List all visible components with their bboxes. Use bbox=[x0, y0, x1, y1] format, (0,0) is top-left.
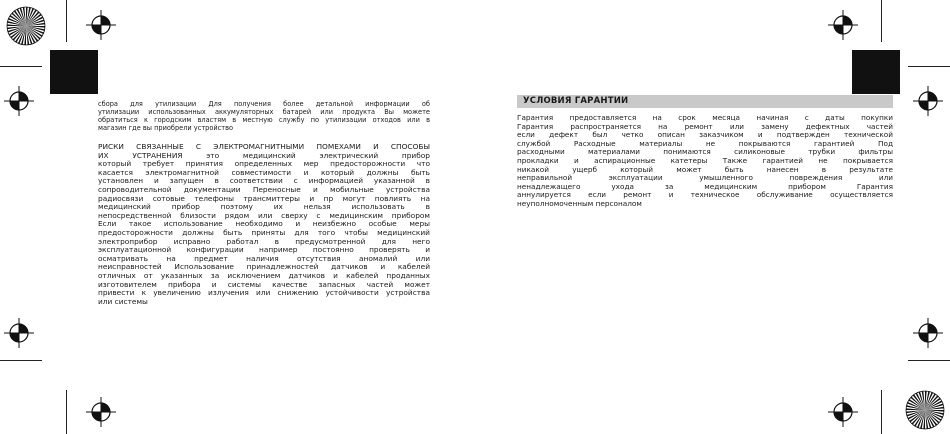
text-line: аннулируется если ремонт и техническое обслуживание осуществляется bbox=[517, 191, 893, 200]
text-line: сбора для утилизации Для получения более детальной информации об bbox=[98, 100, 430, 108]
warranty-section-title: УСЛОВИЯ ГАРАНТИИ bbox=[517, 95, 893, 108]
text-line: касается электромагнитной совместимости и который должны быть bbox=[98, 168, 430, 177]
text-line: службой Расходные материалы не покрываются гарантией Под bbox=[517, 139, 893, 148]
registration-crosshair-icon bbox=[4, 86, 34, 116]
crop-mark bbox=[0, 66, 42, 67]
registration-crosshair-icon bbox=[828, 397, 858, 427]
text-line: утилизации использованных аккумуляторных батарей или продукта Вы можете bbox=[98, 108, 430, 116]
text-line: установлен и запущен в соответствии с информацией указанной в bbox=[98, 177, 430, 186]
text-line: осматривать на предмет наличия отсутствия аномалий или bbox=[98, 254, 430, 263]
registration-crosshair-icon bbox=[86, 10, 116, 40]
text-line: обратиться к городским властям в местную службу по утилизации отходов или в bbox=[98, 116, 430, 124]
crop-mark bbox=[66, 390, 67, 434]
text-line: если дефект был четко описан заказчиком и подтвержден технической bbox=[517, 131, 893, 140]
registration-crosshair-icon bbox=[86, 397, 116, 427]
text-line: Если такое использование необходимо и неизбежно особые меры bbox=[98, 220, 430, 229]
text-line: сопроводительной документации Переносные и мобильные устройства bbox=[98, 185, 430, 194]
warranty-paragraph bbox=[517, 114, 893, 209]
text-line: ИХ УСТРАНЕНИЯ это медицинский электрический прибор bbox=[98, 151, 430, 160]
text-line: радиосвязи сотовые телефоны трансмиттеры и пр могут повлиять на bbox=[98, 194, 430, 203]
text-line: расходными материалами понимаются силиконовые трубки фильтры bbox=[517, 148, 893, 157]
text-line: привести к увеличению излучения или снижению устойчивости устройства bbox=[98, 289, 430, 298]
text-line: отличных от указанных за исключением датчиков и кабелей проданных bbox=[98, 271, 430, 280]
text-line: неисправностей Использование принадлежностей датчиков и кабелей bbox=[98, 263, 430, 272]
registration-crosshair-icon bbox=[913, 318, 943, 348]
crop-mark bbox=[66, 0, 67, 42]
text-line: электроприбор исправно работал в предусмотренной для него bbox=[98, 237, 430, 246]
text-line: Гарантия предоставляется на срок месяца начиная с даты покупки bbox=[517, 114, 893, 122]
crop-mark bbox=[0, 360, 42, 361]
crop-mark bbox=[881, 390, 882, 434]
crop-mark bbox=[908, 66, 950, 67]
text-line: никакой ущерб который может быть нанесен в результате bbox=[517, 165, 893, 174]
text-line: ненадлежащего ухода за медицинским прибором Гарантия bbox=[517, 182, 893, 191]
text-line: РИСКИ СВЯЗАННЫЕ С ЭЛЕКТРОМАГНИТНЫМИ ПОМЕХАМИ И СПОСОБЫ bbox=[98, 143, 430, 151]
text-line: прокладки и аспирационные катетеры Также гарантией не покрывается bbox=[517, 156, 893, 165]
text-line: эксплуатационной конфигурации например постоянно проверять и bbox=[98, 246, 430, 255]
text-line: или системы bbox=[98, 297, 148, 306]
registration-crosshair-icon bbox=[828, 10, 858, 40]
crop-mark bbox=[881, 0, 882, 42]
text-line: неуполномоченным персоналом bbox=[517, 199, 642, 208]
black-tab-left bbox=[50, 50, 98, 94]
text-line: неправильной эксплуатации умышленного повреждения или bbox=[517, 174, 893, 183]
text-line: медицинский прибор поэтому их нельзя использовать в bbox=[98, 203, 430, 212]
crop-mark bbox=[908, 360, 950, 361]
starburst-registration-icon bbox=[905, 390, 945, 430]
disposal-paragraph bbox=[98, 100, 430, 132]
right-page bbox=[475, 0, 950, 434]
right-text-column bbox=[517, 114, 893, 218]
text-line: Гарантия распространяется на ремонт или замену дефектных частей bbox=[517, 122, 893, 131]
text-line: который требует принятия определенных мер предосторожности что bbox=[98, 160, 430, 169]
text-line: изготовителем прибора и системы качестве запасных частей может bbox=[98, 280, 430, 289]
black-tab-right bbox=[852, 50, 900, 94]
text-line: предосторожности должны быть приняты для того чтобы медицинский bbox=[98, 228, 430, 237]
left-text-column bbox=[98, 100, 430, 315]
starburst-registration-icon bbox=[6, 6, 46, 46]
emc-paragraph bbox=[98, 143, 430, 306]
text-line: магазин где вы приобрели устройство bbox=[98, 124, 234, 132]
text-line: непосредственной близости рядом или сверху с медицинским прибором bbox=[98, 211, 430, 220]
registration-crosshair-icon bbox=[913, 86, 943, 116]
registration-crosshair-icon bbox=[4, 318, 34, 348]
